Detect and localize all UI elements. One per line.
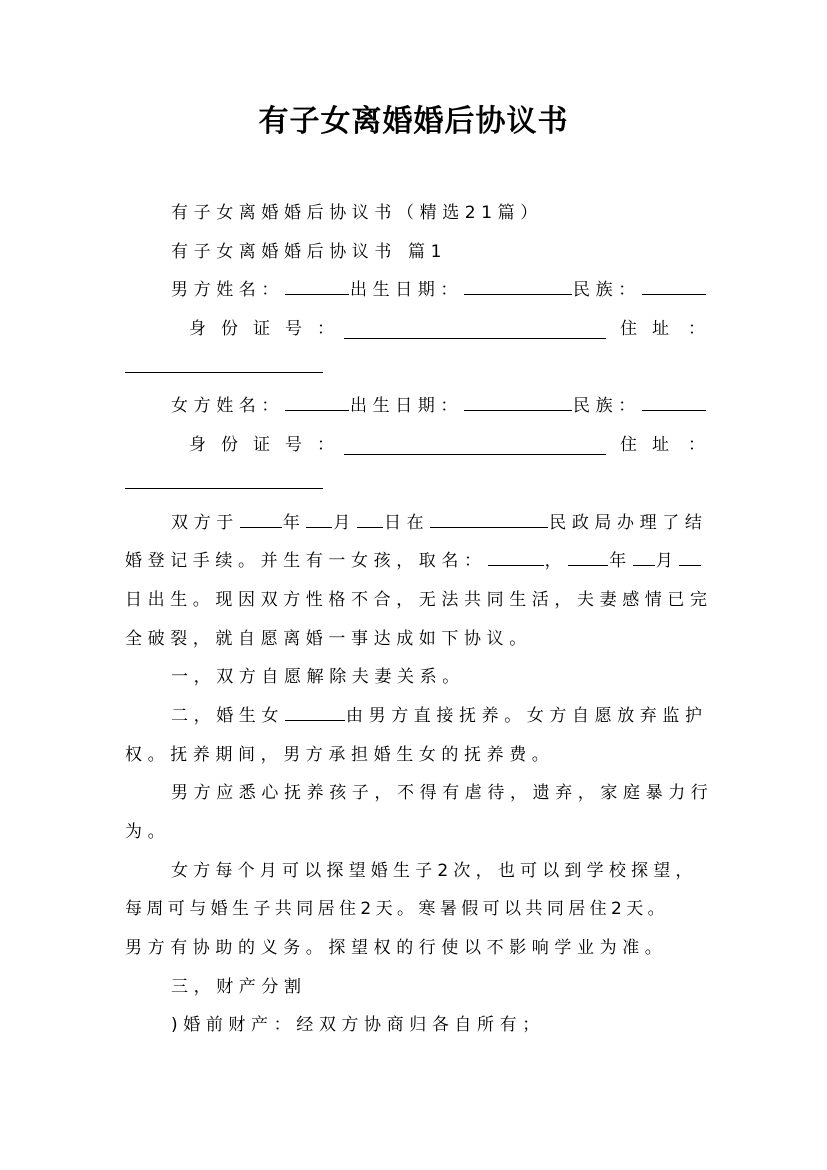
marriage-para-line-3: 日出生。现因双方性格不合，无法共同生活，夫妻感情已完	[125, 589, 713, 610]
female-id-char: ：	[317, 435, 334, 456]
marriage-year-blank[interactable]	[240, 509, 282, 528]
female-id-blank[interactable]	[344, 436, 606, 455]
female-address-char: ：	[688, 435, 705, 456]
property-premarital-line: )婚前财产：经双方协商归各自所有；	[171, 1015, 545, 1036]
marriage-para-line-4: 全破裂，就自愿离婚一事达成如下协议。	[125, 628, 532, 649]
male-name-blank[interactable]	[285, 276, 349, 295]
child-birth-day-blank[interactable]	[679, 547, 701, 566]
care-para-line-1: 男方应悉心抚养孩子，不得有虐待，遗弃，家庭暴力行	[171, 783, 714, 804]
child-birth-month-blank[interactable]	[633, 547, 655, 566]
female-address-blank[interactable]	[125, 470, 323, 489]
text-segment: 日在	[384, 512, 430, 533]
male-address-line	[125, 349, 705, 388]
clause-3-heading: 三，财产分割	[171, 976, 307, 997]
male-id-line	[125, 310, 705, 349]
male-id-char: 证	[253, 319, 270, 340]
marriage-office-blank[interactable]	[430, 509, 548, 528]
visit-para-line-3: 男方有协助的义务。探望权的行使以不影响学业为准。	[125, 938, 668, 959]
marriage-para-line-1	[125, 504, 708, 543]
male-id-char: 号	[285, 319, 302, 340]
female-birth-label: 出生日期：	[350, 396, 463, 417]
male-id-char: ：	[317, 319, 334, 340]
male-info-line	[125, 271, 705, 310]
female-birth-blank[interactable]	[464, 392, 572, 411]
visit-para-line-2: 每周可与婚生子共同居住2天。寒暑假可以共同居住2天。	[125, 899, 670, 920]
female-ethnicity-label: 民族：	[573, 396, 641, 417]
female-id-char: 份	[221, 435, 238, 456]
text-segment: 婚登记手续。并生有一女孩，取名：	[125, 551, 487, 572]
female-ethnicity-blank[interactable]	[642, 392, 706, 411]
female-name-blank[interactable]	[285, 392, 349, 411]
female-info-line	[125, 387, 705, 426]
subtitle: 有子女离婚婚后协议书（精选21篇）	[171, 203, 543, 223]
male-address-char: 址	[652, 319, 669, 340]
female-id-char: 证	[253, 435, 270, 456]
male-ethnicity-blank[interactable]	[642, 276, 706, 295]
text-segment: 双方于	[171, 512, 239, 533]
clause-2-line-1	[125, 697, 708, 736]
text-segment: 民政局办理了结	[549, 512, 708, 533]
child-birth-year-blank[interactable]	[568, 547, 608, 566]
text-segment: 二，婚生女	[171, 705, 284, 726]
clause-1: 一，双方自愿解除夫妻关系。	[171, 667, 465, 688]
male-birth-label: 出生日期：	[350, 280, 463, 301]
female-id-char: 号	[285, 435, 302, 456]
male-id-char: 份	[221, 319, 238, 340]
visit-para-line-1: 女方每个月可以探望婚生子2次，也可以到学校探望，	[171, 860, 698, 881]
clause-2-line-2: 权。抚养期间，男方承担婚生女的抚养费。	[125, 744, 555, 765]
marriage-day-blank[interactable]	[357, 509, 383, 528]
female-id-char: 身	[189, 435, 206, 456]
text-segment: 月	[655, 551, 679, 572]
child-name-blank[interactable]	[488, 547, 544, 566]
female-address-char: 住	[620, 435, 637, 456]
text-segment: 年	[609, 551, 632, 572]
daughter-name-blank[interactable]	[285, 702, 345, 721]
care-para-line-2: 为。	[125, 822, 171, 842]
chapter-heading: 有子女离婚婚后协议书 篇1	[171, 241, 448, 262]
marriage-month-blank[interactable]	[306, 509, 332, 528]
text-segment: ，	[544, 551, 568, 572]
male-id-char: 身	[189, 319, 206, 340]
marriage-para-line-2	[125, 542, 705, 581]
document-title: 有子女离婚婚后协议书	[258, 104, 569, 139]
text-segment: 年	[282, 512, 306, 533]
female-address-char: 址	[652, 435, 669, 456]
male-address-char: ：	[688, 319, 705, 340]
document-body	[125, 194, 714, 1045]
male-birth-blank[interactable]	[464, 276, 572, 295]
female-address-line	[125, 465, 705, 504]
male-address-char: 住	[620, 319, 637, 340]
male-ethnicity-label: 民族：	[573, 280, 641, 301]
text-segment: 由男方直接抚养。女方自愿放弃监护	[346, 705, 708, 726]
text-segment: 月	[333, 512, 357, 533]
female-id-line	[125, 426, 705, 465]
female-name-label: 女方姓名：	[171, 396, 284, 417]
male-name-label: 男方姓名：	[171, 280, 284, 301]
male-address-blank[interactable]	[125, 354, 323, 373]
male-id-blank[interactable]	[344, 320, 606, 339]
